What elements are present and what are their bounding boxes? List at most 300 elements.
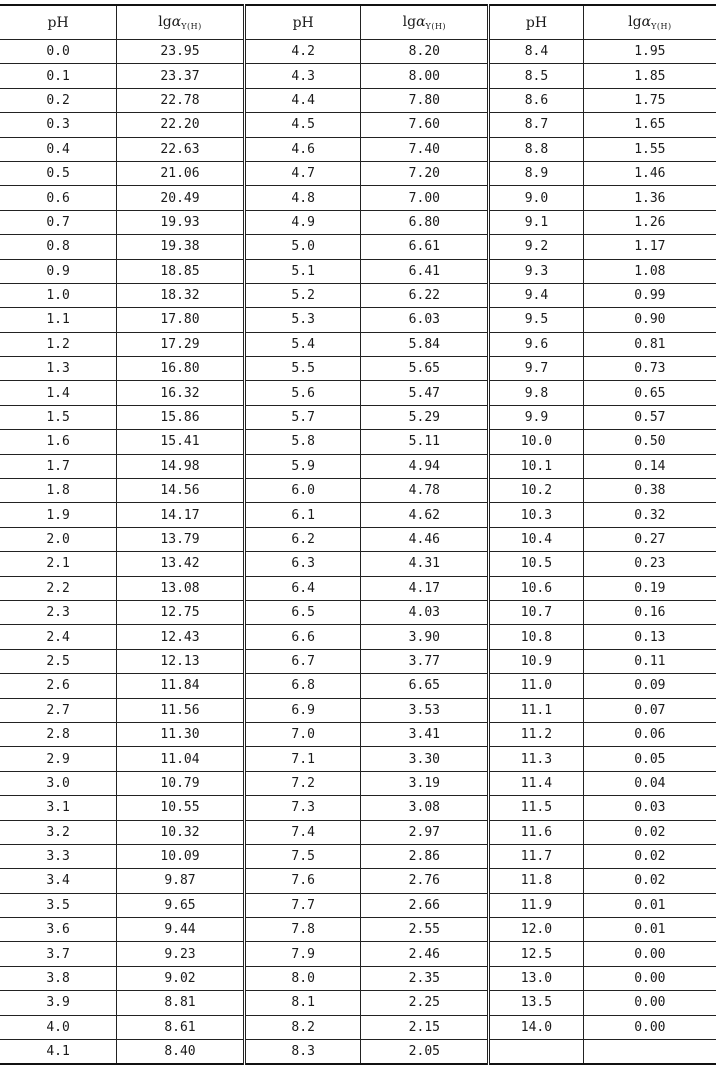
lg-alpha-cell: 0.02 <box>583 844 716 868</box>
ph-cell: 14.0 <box>489 1015 584 1039</box>
lg-alpha-cell: 0.00 <box>583 991 716 1015</box>
lg-alpha-cell: 1.46 <box>583 161 716 185</box>
table-row <box>0 113 716 137</box>
lg-alpha-cell: 15.41 <box>117 430 245 454</box>
ph-cell: 7.2 <box>244 771 361 795</box>
ph-cell: 2.4 <box>0 625 117 649</box>
table-row <box>0 259 716 283</box>
table-body <box>0 40 716 1065</box>
table-row <box>0 454 716 478</box>
lg-alpha-cell <box>583 1040 716 1065</box>
ph-cell: 8.8 <box>489 137 584 161</box>
ph-cell: 1.7 <box>0 454 117 478</box>
table-row <box>0 527 716 551</box>
lg-alpha-cell: 10.32 <box>117 820 245 844</box>
ph-cell: 10.9 <box>489 649 584 673</box>
lg-alpha-cell: 2.66 <box>361 893 489 917</box>
ph-cell: 3.6 <box>0 918 117 942</box>
lg-alpha-cell: 19.93 <box>117 210 245 234</box>
lg-alpha-cell: 2.05 <box>361 1040 489 1065</box>
table-row <box>0 405 716 429</box>
ph-cell: 11.7 <box>489 844 584 868</box>
lg-alpha-cell: 3.77 <box>361 649 489 673</box>
table-row <box>0 991 716 1015</box>
lg-alpha-cell: 0.27 <box>583 527 716 551</box>
header-row <box>0 5 716 40</box>
lg-alpha-cell: 0.00 <box>583 942 716 966</box>
ph-cell: 2.8 <box>0 722 117 746</box>
ph-cell: 7.1 <box>244 747 361 771</box>
lg-alpha-cell: 0.07 <box>583 698 716 722</box>
ph-cell: 10.1 <box>489 454 584 478</box>
lg-alpha-cell: 11.84 <box>117 674 245 698</box>
table-row <box>0 1040 716 1065</box>
lg-alpha-cell: 1.55 <box>583 137 716 161</box>
lg-alpha-cell: 7.20 <box>361 161 489 185</box>
ph-cell: 4.8 <box>244 186 361 210</box>
lg-alpha-cell: 11.56 <box>117 698 245 722</box>
lg-alpha-cell: 3.41 <box>361 722 489 746</box>
ph-cell: 11.1 <box>489 698 584 722</box>
table-row <box>0 381 716 405</box>
lg-alpha-cell: 5.47 <box>361 381 489 405</box>
lg-alpha-cell: 0.03 <box>583 796 716 820</box>
lg-alpha-cell: 16.80 <box>117 357 245 381</box>
ph-cell: 3.7 <box>0 942 117 966</box>
lg-alpha-cell: 8.61 <box>117 1015 245 1039</box>
lg-alpha-header <box>117 5 245 40</box>
lg-alpha-cell: 4.17 <box>361 576 489 600</box>
ph-cell: 5.9 <box>244 454 361 478</box>
lg-alpha-cell: 4.03 <box>361 600 489 624</box>
table-row <box>0 64 716 88</box>
table-row <box>0 308 716 332</box>
lg-alpha-cell: 5.11 <box>361 430 489 454</box>
ph-cell: 1.9 <box>0 503 117 527</box>
ph-cell: 7.9 <box>244 942 361 966</box>
ph-cell: 11.4 <box>489 771 584 795</box>
lg-alpha-cell: 19.38 <box>117 235 245 259</box>
table-row <box>0 503 716 527</box>
lg-alpha-cell: 2.15 <box>361 1015 489 1039</box>
table-row <box>0 674 716 698</box>
ph-cell: 2.3 <box>0 600 117 624</box>
lg-alpha-cell: 0.01 <box>583 893 716 917</box>
ph-cell: 10.7 <box>489 600 584 624</box>
lg-alpha-cell: 0.01 <box>583 918 716 942</box>
ph-cell: 6.5 <box>244 600 361 624</box>
table-row <box>0 576 716 600</box>
lg-alpha-cell: 9.87 <box>117 869 245 893</box>
lg-alpha-cell: 13.79 <box>117 527 245 551</box>
lg-alpha-cell: 0.99 <box>583 283 716 307</box>
lg-alpha-cell: 7.80 <box>361 88 489 112</box>
table-row <box>0 210 716 234</box>
lg-alpha-cell: 3.30 <box>361 747 489 771</box>
ph-cell: 4.5 <box>244 113 361 137</box>
lg-alpha-cell: 10.55 <box>117 796 245 820</box>
ph-cell: 4.2 <box>244 40 361 64</box>
lg-alpha-cell: 14.56 <box>117 479 245 503</box>
ph-cell: 11.5 <box>489 796 584 820</box>
lg-alpha-cell: 0.32 <box>583 503 716 527</box>
lg-alpha-cell: 12.13 <box>117 649 245 673</box>
lg-alpha-cell: 9.02 <box>117 966 245 990</box>
alpha-symbol: α <box>641 14 652 30</box>
ph-cell: 8.0 <box>244 966 361 990</box>
ph-cell: 4.1 <box>0 1040 117 1065</box>
ph-cell: 9.3 <box>489 259 584 283</box>
lg-alpha-cell: 0.02 <box>583 820 716 844</box>
table-row <box>0 479 716 503</box>
table-row <box>0 332 716 356</box>
lg-alpha-cell: 18.32 <box>117 283 245 307</box>
ph-cell: 4.3 <box>244 64 361 88</box>
ph-cell: 0.9 <box>0 259 117 283</box>
lg-alpha-cell: 1.26 <box>583 210 716 234</box>
lg-prefix: lg <box>402 14 417 30</box>
lg-alpha-cell: 3.08 <box>361 796 489 820</box>
ph-cell: 4.4 <box>244 88 361 112</box>
lg-alpha-cell: 4.62 <box>361 503 489 527</box>
ph-cell: 1.1 <box>0 308 117 332</box>
ph-cell: 7.7 <box>244 893 361 917</box>
lg-alpha-cell: 0.09 <box>583 674 716 698</box>
ph-cell: 11.8 <box>489 869 584 893</box>
ph-cell: 9.0 <box>489 186 584 210</box>
lg-alpha-cell: 0.23 <box>583 552 716 576</box>
lg-alpha-cell: 22.20 <box>117 113 245 137</box>
ph-cell: 6.1 <box>244 503 361 527</box>
table-row <box>0 966 716 990</box>
table-row <box>0 40 716 64</box>
ph-cell: 2.9 <box>0 747 117 771</box>
lg-alpha-cell: 0.65 <box>583 381 716 405</box>
lg-alpha-cell: 3.90 <box>361 625 489 649</box>
lg-alpha-cell: 9.65 <box>117 893 245 917</box>
ph-cell: 3.5 <box>0 893 117 917</box>
ph-header: pH <box>0 5 117 40</box>
ph-cell: 9.6 <box>489 332 584 356</box>
ph-cell: 6.0 <box>244 479 361 503</box>
alpha-symbol: α <box>171 14 182 30</box>
lg-alpha-cell: 0.90 <box>583 308 716 332</box>
ph-lg-alpha-table <box>0 4 716 1065</box>
ph-cell: 5.1 <box>244 259 361 283</box>
lg-alpha-cell: 1.85 <box>583 64 716 88</box>
lg-alpha-cell: 0.38 <box>583 479 716 503</box>
table-row <box>0 430 716 454</box>
ph-cell: 6.2 <box>244 527 361 551</box>
lg-alpha-cell: 2.55 <box>361 918 489 942</box>
ph-cell: 8.3 <box>244 1040 361 1065</box>
table-row <box>0 820 716 844</box>
lg-alpha-cell: 20.49 <box>117 186 245 210</box>
lg-alpha-cell: 0.13 <box>583 625 716 649</box>
table-row <box>0 88 716 112</box>
table-row <box>0 283 716 307</box>
ph-cell: 0.6 <box>0 186 117 210</box>
lg-prefix: lg <box>628 14 642 30</box>
lg-alpha-cell: 0.16 <box>583 600 716 624</box>
ph-cell: 1.3 <box>0 357 117 381</box>
table-row <box>0 747 716 771</box>
lg-alpha-cell: 1.95 <box>583 40 716 64</box>
lg-alpha-cell: 0.04 <box>583 771 716 795</box>
ph-cell: 9.7 <box>489 357 584 381</box>
lg-alpha-cell: 1.65 <box>583 113 716 137</box>
lg-alpha-cell: 5.65 <box>361 357 489 381</box>
table-row <box>0 893 716 917</box>
lg-alpha-cell: 9.23 <box>117 942 245 966</box>
ph-cell: 0.5 <box>0 161 117 185</box>
lg-alpha-cell: 2.35 <box>361 966 489 990</box>
ph-header: pH <box>244 5 361 40</box>
ph-cell: 11.2 <box>489 722 584 746</box>
lg-alpha-cell: 7.40 <box>361 137 489 161</box>
lg-alpha-cell: 23.37 <box>117 64 245 88</box>
ph-cell: 6.6 <box>244 625 361 649</box>
ph-cell: 4.0 <box>0 1015 117 1039</box>
ph-cell: 10.3 <box>489 503 584 527</box>
lg-alpha-cell: 3.19 <box>361 771 489 795</box>
lg-alpha-cell: 5.29 <box>361 405 489 429</box>
ph-cell: 12.0 <box>489 918 584 942</box>
ph-cell: 3.1 <box>0 796 117 820</box>
ph-cell: 0.2 <box>0 88 117 112</box>
table-row <box>0 161 716 185</box>
ph-cell: 4.7 <box>244 161 361 185</box>
ph-cell: 8.6 <box>489 88 584 112</box>
lg-alpha-cell: 0.00 <box>583 1015 716 1039</box>
table-row <box>0 844 716 868</box>
lg-alpha-cell: 13.42 <box>117 552 245 576</box>
ph-cell: 6.8 <box>244 674 361 698</box>
ph-cell: 3.4 <box>0 869 117 893</box>
lg-alpha-cell: 1.36 <box>583 186 716 210</box>
ph-cell: 8.2 <box>244 1015 361 1039</box>
ph-cell: 10.2 <box>489 479 584 503</box>
table-row <box>0 918 716 942</box>
ph-cell: 0.8 <box>0 235 117 259</box>
ph-cell: 3.0 <box>0 771 117 795</box>
table-row <box>0 942 716 966</box>
lg-alpha-cell: 7.60 <box>361 113 489 137</box>
lg-alpha-cell: 4.31 <box>361 552 489 576</box>
ph-cell: 2.2 <box>0 576 117 600</box>
table-row <box>0 186 716 210</box>
ph-cell: 9.4 <box>489 283 584 307</box>
ph-cell: 10.8 <box>489 625 584 649</box>
lg-alpha-cell: 12.43 <box>117 625 245 649</box>
lg-prefix: lg <box>158 14 172 30</box>
ph-cell: 1.0 <box>0 283 117 307</box>
ph-cell: 7.0 <box>244 722 361 746</box>
table-row <box>0 649 716 673</box>
ph-cell: 3.8 <box>0 966 117 990</box>
ph-cell: 1.8 <box>0 479 117 503</box>
ph-cell: 0.4 <box>0 137 117 161</box>
lg-alpha-cell: 0.81 <box>583 332 716 356</box>
lg-alpha-cell: 1.75 <box>583 88 716 112</box>
table-row <box>0 357 716 381</box>
table-row <box>0 600 716 624</box>
table-row <box>0 552 716 576</box>
lg-alpha-cell: 17.29 <box>117 332 245 356</box>
lg-subscript: Y(H) <box>425 22 447 31</box>
ph-cell: 2.5 <box>0 649 117 673</box>
lg-alpha-cell: 0.00 <box>583 966 716 990</box>
table-row <box>0 722 716 746</box>
lg-alpha-cell: 21.06 <box>117 161 245 185</box>
lg-alpha-cell: 13.08 <box>117 576 245 600</box>
lg-alpha-cell: 6.80 <box>361 210 489 234</box>
lg-alpha-cell: 0.06 <box>583 722 716 746</box>
ph-cell: 11.9 <box>489 893 584 917</box>
ph-cell: 7.5 <box>244 844 361 868</box>
ph-cell: 0.3 <box>0 113 117 137</box>
lg-alpha-cell: 3.53 <box>361 698 489 722</box>
ph-cell: 11.6 <box>489 820 584 844</box>
lg-alpha-cell: 9.44 <box>117 918 245 942</box>
ph-cell: 9.1 <box>489 210 584 234</box>
lg-alpha-cell: 10.79 <box>117 771 245 795</box>
ph-cell: 0.1 <box>0 64 117 88</box>
ph-cell: 1.4 <box>0 381 117 405</box>
table-row <box>0 625 716 649</box>
ph-cell: 1.6 <box>0 430 117 454</box>
lg-alpha-cell: 1.17 <box>583 235 716 259</box>
lg-alpha-cell: 17.80 <box>117 308 245 332</box>
lg-alpha-cell: 0.57 <box>583 405 716 429</box>
ph-cell: 7.8 <box>244 918 361 942</box>
ph-cell: 2.1 <box>0 552 117 576</box>
ph-cell: 7.6 <box>244 869 361 893</box>
ph-cell: 5.5 <box>244 357 361 381</box>
ph-cell: 3.2 <box>0 820 117 844</box>
table-row <box>0 137 716 161</box>
lg-alpha-cell: 2.76 <box>361 869 489 893</box>
ph-cell: 6.3 <box>244 552 361 576</box>
ph-cell: 9.5 <box>489 308 584 332</box>
lg-alpha-cell: 2.97 <box>361 820 489 844</box>
ph-cell: 7.3 <box>244 796 361 820</box>
ph-cell <box>489 1040 584 1065</box>
ph-cell: 2.0 <box>0 527 117 551</box>
lg-alpha-cell: 4.78 <box>361 479 489 503</box>
lg-alpha-cell: 6.41 <box>361 259 489 283</box>
lg-alpha-cell: 8.20 <box>361 40 489 64</box>
lg-alpha-cell: 4.46 <box>361 527 489 551</box>
lg-alpha-cell: 0.11 <box>583 649 716 673</box>
ph-cell: 6.7 <box>244 649 361 673</box>
table-row <box>0 235 716 259</box>
ph-cell: 5.8 <box>244 430 361 454</box>
lg-alpha-cell: 2.25 <box>361 991 489 1015</box>
lg-alpha-header <box>361 5 489 40</box>
ph-cell: 5.0 <box>244 235 361 259</box>
ph-cell: 8.5 <box>489 64 584 88</box>
lg-alpha-cell: 2.86 <box>361 844 489 868</box>
lg-alpha-cell: 0.05 <box>583 747 716 771</box>
lg-alpha-cell: 6.61 <box>361 235 489 259</box>
ph-cell: 9.9 <box>489 405 584 429</box>
ph-cell: 0.7 <box>0 210 117 234</box>
lg-alpha-cell: 6.03 <box>361 308 489 332</box>
lg-alpha-cell: 11.04 <box>117 747 245 771</box>
ph-header: pH <box>489 5 584 40</box>
lg-alpha-cell: 15.86 <box>117 405 245 429</box>
ph-cell: 4.9 <box>244 210 361 234</box>
lg-alpha-cell: 8.81 <box>117 991 245 1015</box>
ph-cell: 8.4 <box>489 40 584 64</box>
lg-alpha-cell: 7.00 <box>361 186 489 210</box>
ph-cell: 5.3 <box>244 308 361 332</box>
ph-cell: 12.5 <box>489 942 584 966</box>
ph-cell: 3.9 <box>0 991 117 1015</box>
ph-cell: 10.5 <box>489 552 584 576</box>
lg-alpha-cell: 0.02 <box>583 869 716 893</box>
lg-alpha-header <box>583 5 716 40</box>
ph-cell: 1.5 <box>0 405 117 429</box>
ph-cell: 4.6 <box>244 137 361 161</box>
ph-cell: 13.5 <box>489 991 584 1015</box>
lg-alpha-cell: 18.85 <box>117 259 245 283</box>
ph-cell: 11.3 <box>489 747 584 771</box>
lg-alpha-cell: 16.32 <box>117 381 245 405</box>
ph-cell: 0.0 <box>0 40 117 64</box>
alpha-symbol: α <box>416 14 426 30</box>
lg-alpha-cell: 6.22 <box>361 283 489 307</box>
ph-cell: 5.7 <box>244 405 361 429</box>
lg-alpha-cell: 22.63 <box>117 137 245 161</box>
ph-cell: 6.4 <box>244 576 361 600</box>
ph-cell: 9.8 <box>489 381 584 405</box>
ph-cell: 8.1 <box>244 991 361 1015</box>
ph-cell: 5.4 <box>244 332 361 356</box>
ph-cell: 2.6 <box>0 674 117 698</box>
lg-alpha-cell: 6.65 <box>361 674 489 698</box>
lg-alpha-cell: 0.73 <box>583 357 716 381</box>
ph-cell: 8.7 <box>489 113 584 137</box>
ph-cell: 1.2 <box>0 332 117 356</box>
lg-alpha-cell: 0.14 <box>583 454 716 478</box>
table-row <box>0 771 716 795</box>
lg-subscript: Y(H) <box>181 22 202 31</box>
ph-cell: 10.0 <box>489 430 584 454</box>
ph-cell: 6.9 <box>244 698 361 722</box>
lg-alpha-cell: 8.00 <box>361 64 489 88</box>
lg-alpha-cell: 11.30 <box>117 722 245 746</box>
ph-cell: 11.0 <box>489 674 584 698</box>
ph-cell: 7.4 <box>244 820 361 844</box>
ph-cell: 3.3 <box>0 844 117 868</box>
lg-alpha-cell: 12.75 <box>117 600 245 624</box>
lg-alpha-cell: 8.40 <box>117 1040 245 1065</box>
table-row <box>0 1015 716 1039</box>
lg-alpha-cell: 0.19 <box>583 576 716 600</box>
lg-alpha-cell: 1.08 <box>583 259 716 283</box>
ph-cell: 10.6 <box>489 576 584 600</box>
ph-cell: 13.0 <box>489 966 584 990</box>
table-row <box>0 869 716 893</box>
lg-alpha-cell: 22.78 <box>117 88 245 112</box>
lg-alpha-cell: 14.98 <box>117 454 245 478</box>
lg-alpha-cell: 14.17 <box>117 503 245 527</box>
lg-alpha-cell: 10.09 <box>117 844 245 868</box>
ph-cell: 5.2 <box>244 283 361 307</box>
table-row <box>0 698 716 722</box>
